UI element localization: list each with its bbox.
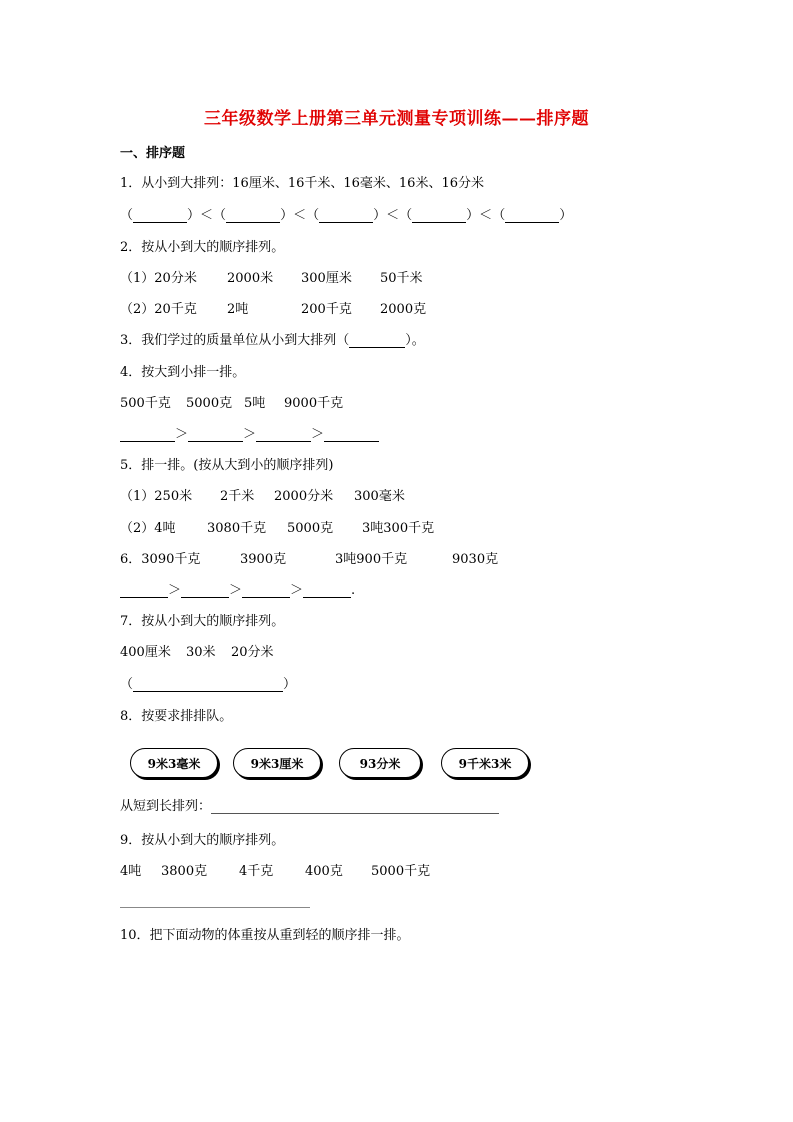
less-than-sign: ＜ [386, 208, 400, 223]
page-title: 三年级数学上册第三单元测量专项训练——排序题 [204, 109, 589, 129]
greater-than-sign: ＞ [290, 583, 304, 598]
quantity: 3080千克 [207, 521, 267, 536]
quantity: （2）20千克 [120, 302, 197, 317]
left-paren: （ [120, 677, 134, 692]
quantity: 2000克 [380, 302, 427, 317]
answer-blank[interactable] [303, 585, 351, 598]
left-paren: （ [306, 208, 320, 223]
question-6-items [120, 551, 498, 569]
quantity: 2吨 [227, 302, 249, 317]
quantity: 500千克 [120, 396, 171, 411]
question-7-blank [120, 676, 296, 694]
quantity: 4吨 [120, 864, 142, 879]
quantity: 5吨 [244, 396, 266, 411]
cloud-card: 9米3厘米 [233, 748, 321, 778]
right-paren: ） [283, 677, 297, 692]
answer-blank[interactable] [412, 210, 466, 223]
quantity: 50千米 [380, 271, 423, 286]
question-3-text: 3．我们学过的质量单位从小到大排列（ [120, 333, 350, 348]
answer-blank[interactable] [133, 679, 283, 692]
question-1-blanks [120, 207, 572, 225]
left-paren: （ [399, 208, 413, 223]
question-8-text: 8．按要求排排队。 [120, 709, 233, 724]
answer-blank[interactable] [505, 210, 559, 223]
answer-blank[interactable] [242, 585, 290, 598]
quantity: 5000千克 [371, 864, 431, 879]
quantity: 30米 [186, 645, 216, 660]
quantity: 200千克 [301, 302, 352, 317]
quantity: （1）250米 [120, 489, 193, 504]
greater-than-sign: ＞ [243, 427, 257, 442]
question-8-answer [120, 798, 499, 816]
quantity: 5000克 [186, 396, 233, 411]
less-than-sign: ＜ [293, 208, 307, 223]
section-heading: 一、排序题 [120, 146, 186, 161]
answer-blank[interactable] [120, 429, 175, 442]
right-paren: ） [280, 208, 294, 223]
answer-blank[interactable] [256, 429, 311, 442]
cloud-card: 93分米 [339, 748, 421, 778]
question-7-text: 7．按从小到大的顺序排列。 [120, 614, 285, 629]
question-7-items [120, 644, 274, 662]
quantity: 5000克 [287, 521, 334, 536]
period: . [351, 583, 356, 598]
question-6-blanks [120, 582, 355, 600]
quantity: 300厘米 [301, 271, 352, 286]
left-paren: （ [120, 208, 134, 223]
greater-than-sign: ＞ [229, 583, 243, 598]
quantity: 6．3090千克 [120, 552, 201, 567]
right-paren: ） [187, 208, 201, 223]
cloud-card: 9米3毫米 [130, 748, 218, 778]
question-10-text: 10．把下面动物的体重按从重到轻的顺序排一排。 [120, 928, 410, 943]
answer-blank[interactable] [181, 585, 229, 598]
greater-than-sign: ＞ [168, 583, 182, 598]
answer-blank[interactable] [133, 210, 187, 223]
answer-blank[interactable] [226, 210, 280, 223]
quantity: 3吨300千克 [362, 521, 435, 536]
answer-blank[interactable] [188, 429, 243, 442]
question-5-row-2 [120, 520, 434, 538]
quantity: 3吨900千克 [335, 552, 408, 567]
answer-blank[interactable] [324, 429, 379, 442]
less-than-sign: ＜ [479, 208, 493, 223]
right-paren: ） [559, 208, 573, 223]
quantity: 400克 [305, 864, 343, 879]
quantity: 2000分米 [274, 489, 334, 504]
right-paren: ） [373, 208, 387, 223]
quantity: （1）20分米 [120, 271, 197, 286]
quantity: 300毫米 [354, 489, 405, 504]
answer-blank[interactable] [120, 585, 168, 598]
question-2-row-2 [120, 301, 426, 319]
quantity: 400厘米 [120, 645, 171, 660]
quantity: 2千米 [220, 489, 255, 504]
question-1-text: 1．从小到大排列：16厘米、16千米、16毫米、16米、16分米 [120, 176, 484, 191]
quantity: 4千克 [239, 864, 274, 879]
quantity: 3900克 [240, 552, 287, 567]
question-5-row-1 [120, 488, 405, 506]
answer-label: 从短到长排列： [120, 799, 212, 814]
answer-blank[interactable] [349, 335, 405, 348]
right-paren: ） [466, 208, 480, 223]
less-than-sign: ＜ [200, 208, 214, 223]
left-paren: （ [213, 208, 227, 223]
question-4-blanks [120, 426, 379, 444]
greater-than-sign: ＞ [311, 427, 325, 442]
question-9-text: 9．按从小到大的顺序排列。 [120, 833, 285, 848]
quantity: 20分米 [231, 645, 274, 660]
question-5-text: 5．排一排。(按从大到小的顺序排列) [120, 458, 334, 473]
quantity: 9000千克 [284, 396, 344, 411]
question-2-row-1 [120, 270, 423, 288]
greater-than-sign: ＞ [175, 427, 189, 442]
quantity: （2）4吨 [120, 521, 176, 536]
left-paren: （ [492, 208, 506, 223]
question-3 [120, 332, 425, 350]
cloud-card: 9千米3米 [441, 748, 529, 778]
question-4-items [120, 395, 343, 413]
quantity: 2000米 [227, 271, 274, 286]
question-2-text: 2．按从小到大的顺序排列。 [120, 240, 285, 255]
answer-line[interactable] [120, 907, 310, 908]
quantity: 3800克 [161, 864, 208, 879]
question-9-items [120, 863, 430, 881]
answer-line[interactable] [211, 801, 499, 814]
question-4-text: 4．按大到小排一排。 [120, 365, 246, 380]
question-3-end: ）。 [405, 333, 425, 348]
answer-blank[interactable] [319, 210, 373, 223]
quantity: 9030克 [452, 552, 499, 567]
